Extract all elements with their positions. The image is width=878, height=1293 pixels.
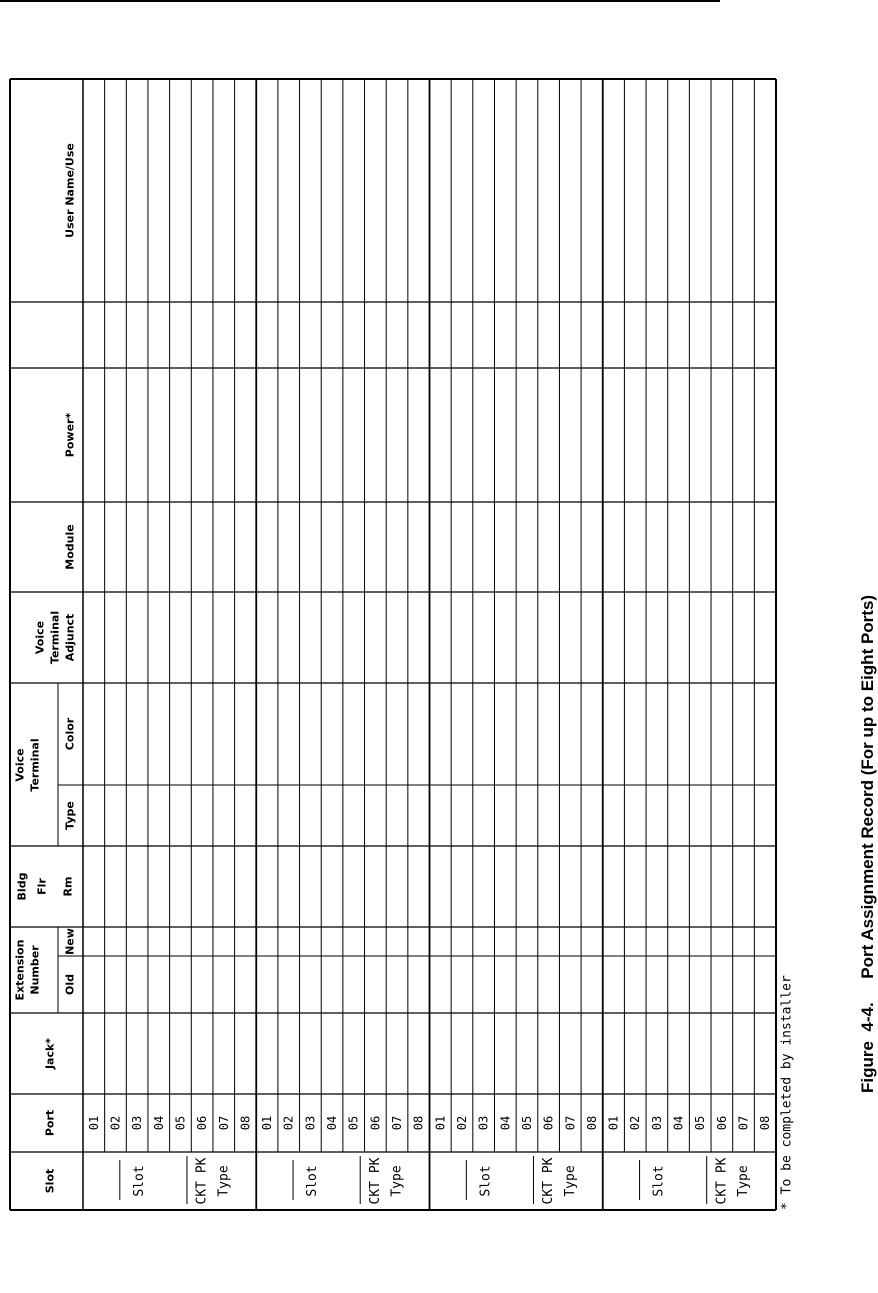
header-port: Port bbox=[43, 1109, 57, 1137]
group-ckt-pk-label: CKT PK bbox=[714, 1157, 730, 1205]
port-number: 05 bbox=[346, 1115, 361, 1131]
header-color: Color bbox=[63, 717, 77, 751]
group-slot-label: Slot bbox=[305, 1165, 321, 1197]
port-number: 01 bbox=[86, 1115, 101, 1131]
port-number: 08 bbox=[411, 1115, 426, 1131]
group-ckt-pk-label: CKT PK bbox=[541, 1157, 557, 1205]
port-number: 02 bbox=[628, 1115, 643, 1131]
port-number: 01 bbox=[260, 1115, 275, 1131]
port-number: 03 bbox=[649, 1115, 664, 1131]
group-ckt-pk-label: CKT PK bbox=[367, 1157, 383, 1205]
port-number: 03 bbox=[130, 1115, 145, 1131]
header-adjunct-2: Terminal bbox=[48, 610, 62, 665]
port-number: 06 bbox=[368, 1115, 383, 1131]
port-number: 07 bbox=[390, 1115, 405, 1131]
port-number: 06 bbox=[195, 1115, 210, 1131]
group-type-label: Type bbox=[216, 1165, 232, 1197]
port-number: 04 bbox=[151, 1115, 166, 1131]
group-ckt-pk-label: CKT PK bbox=[194, 1157, 210, 1205]
group-slot-label: Slot bbox=[478, 1165, 494, 1197]
header-flr: Flr bbox=[35, 878, 49, 895]
header-slot: Slot bbox=[43, 1168, 57, 1194]
header-number: Number bbox=[28, 945, 42, 995]
port-number: 07 bbox=[563, 1115, 578, 1131]
header-module: Module bbox=[63, 524, 77, 570]
header-type: Type bbox=[63, 801, 77, 830]
port-number: 04 bbox=[671, 1115, 686, 1131]
header-voice-terminal-2: Terminal bbox=[28, 738, 42, 792]
port-number: 03 bbox=[476, 1115, 491, 1131]
group-slot-label: Slot bbox=[131, 1165, 147, 1197]
figure-caption: Figure 4-4. Port Assignment Record (For up to Eight Ports) bbox=[858, 594, 877, 1093]
port-number: 02 bbox=[108, 1115, 123, 1131]
port-number: 05 bbox=[519, 1115, 534, 1131]
port-number: 02 bbox=[281, 1115, 296, 1131]
port-number: 05 bbox=[693, 1115, 708, 1131]
header-extension: Extension bbox=[13, 939, 27, 1001]
header-rm: Rm bbox=[61, 876, 75, 897]
header-user-name: User Name/Use bbox=[63, 143, 77, 238]
port-number: 03 bbox=[303, 1115, 318, 1131]
header-jack: Jack* bbox=[43, 1037, 57, 1070]
port-number: 05 bbox=[173, 1115, 188, 1131]
footnote: * To be completed by installer bbox=[779, 975, 795, 1210]
port-number: 08 bbox=[584, 1115, 599, 1131]
port-number: 06 bbox=[714, 1115, 729, 1131]
port-number: 04 bbox=[325, 1115, 340, 1131]
header-adjunct-3: Adjunct bbox=[63, 613, 77, 662]
header-old: Old bbox=[63, 974, 77, 995]
port-number: 01 bbox=[606, 1115, 621, 1131]
header-bldg: Bldg bbox=[15, 872, 29, 901]
header-adjunct-1: Voice bbox=[33, 620, 47, 655]
port-number: 04 bbox=[498, 1115, 513, 1131]
port-number: 07 bbox=[216, 1115, 231, 1131]
group-slot-label: Slot bbox=[651, 1165, 667, 1197]
header-voice-terminal-1: Voice bbox=[13, 748, 27, 782]
port-number: 07 bbox=[736, 1115, 751, 1131]
form-text bbox=[14, 143, 795, 1210]
port-number: 08 bbox=[758, 1115, 773, 1131]
port-number: 08 bbox=[238, 1115, 253, 1131]
header-new: New bbox=[63, 928, 77, 955]
port-number: 02 bbox=[454, 1115, 469, 1131]
port-number: 06 bbox=[541, 1115, 556, 1131]
group-type-label: Type bbox=[736, 1165, 752, 1197]
form-grid bbox=[10, 79, 776, 1210]
group-type-label: Type bbox=[389, 1165, 405, 1197]
group-type-label: Type bbox=[562, 1165, 578, 1197]
header-power: Power* bbox=[63, 412, 77, 458]
port-number: 01 bbox=[433, 1115, 448, 1131]
